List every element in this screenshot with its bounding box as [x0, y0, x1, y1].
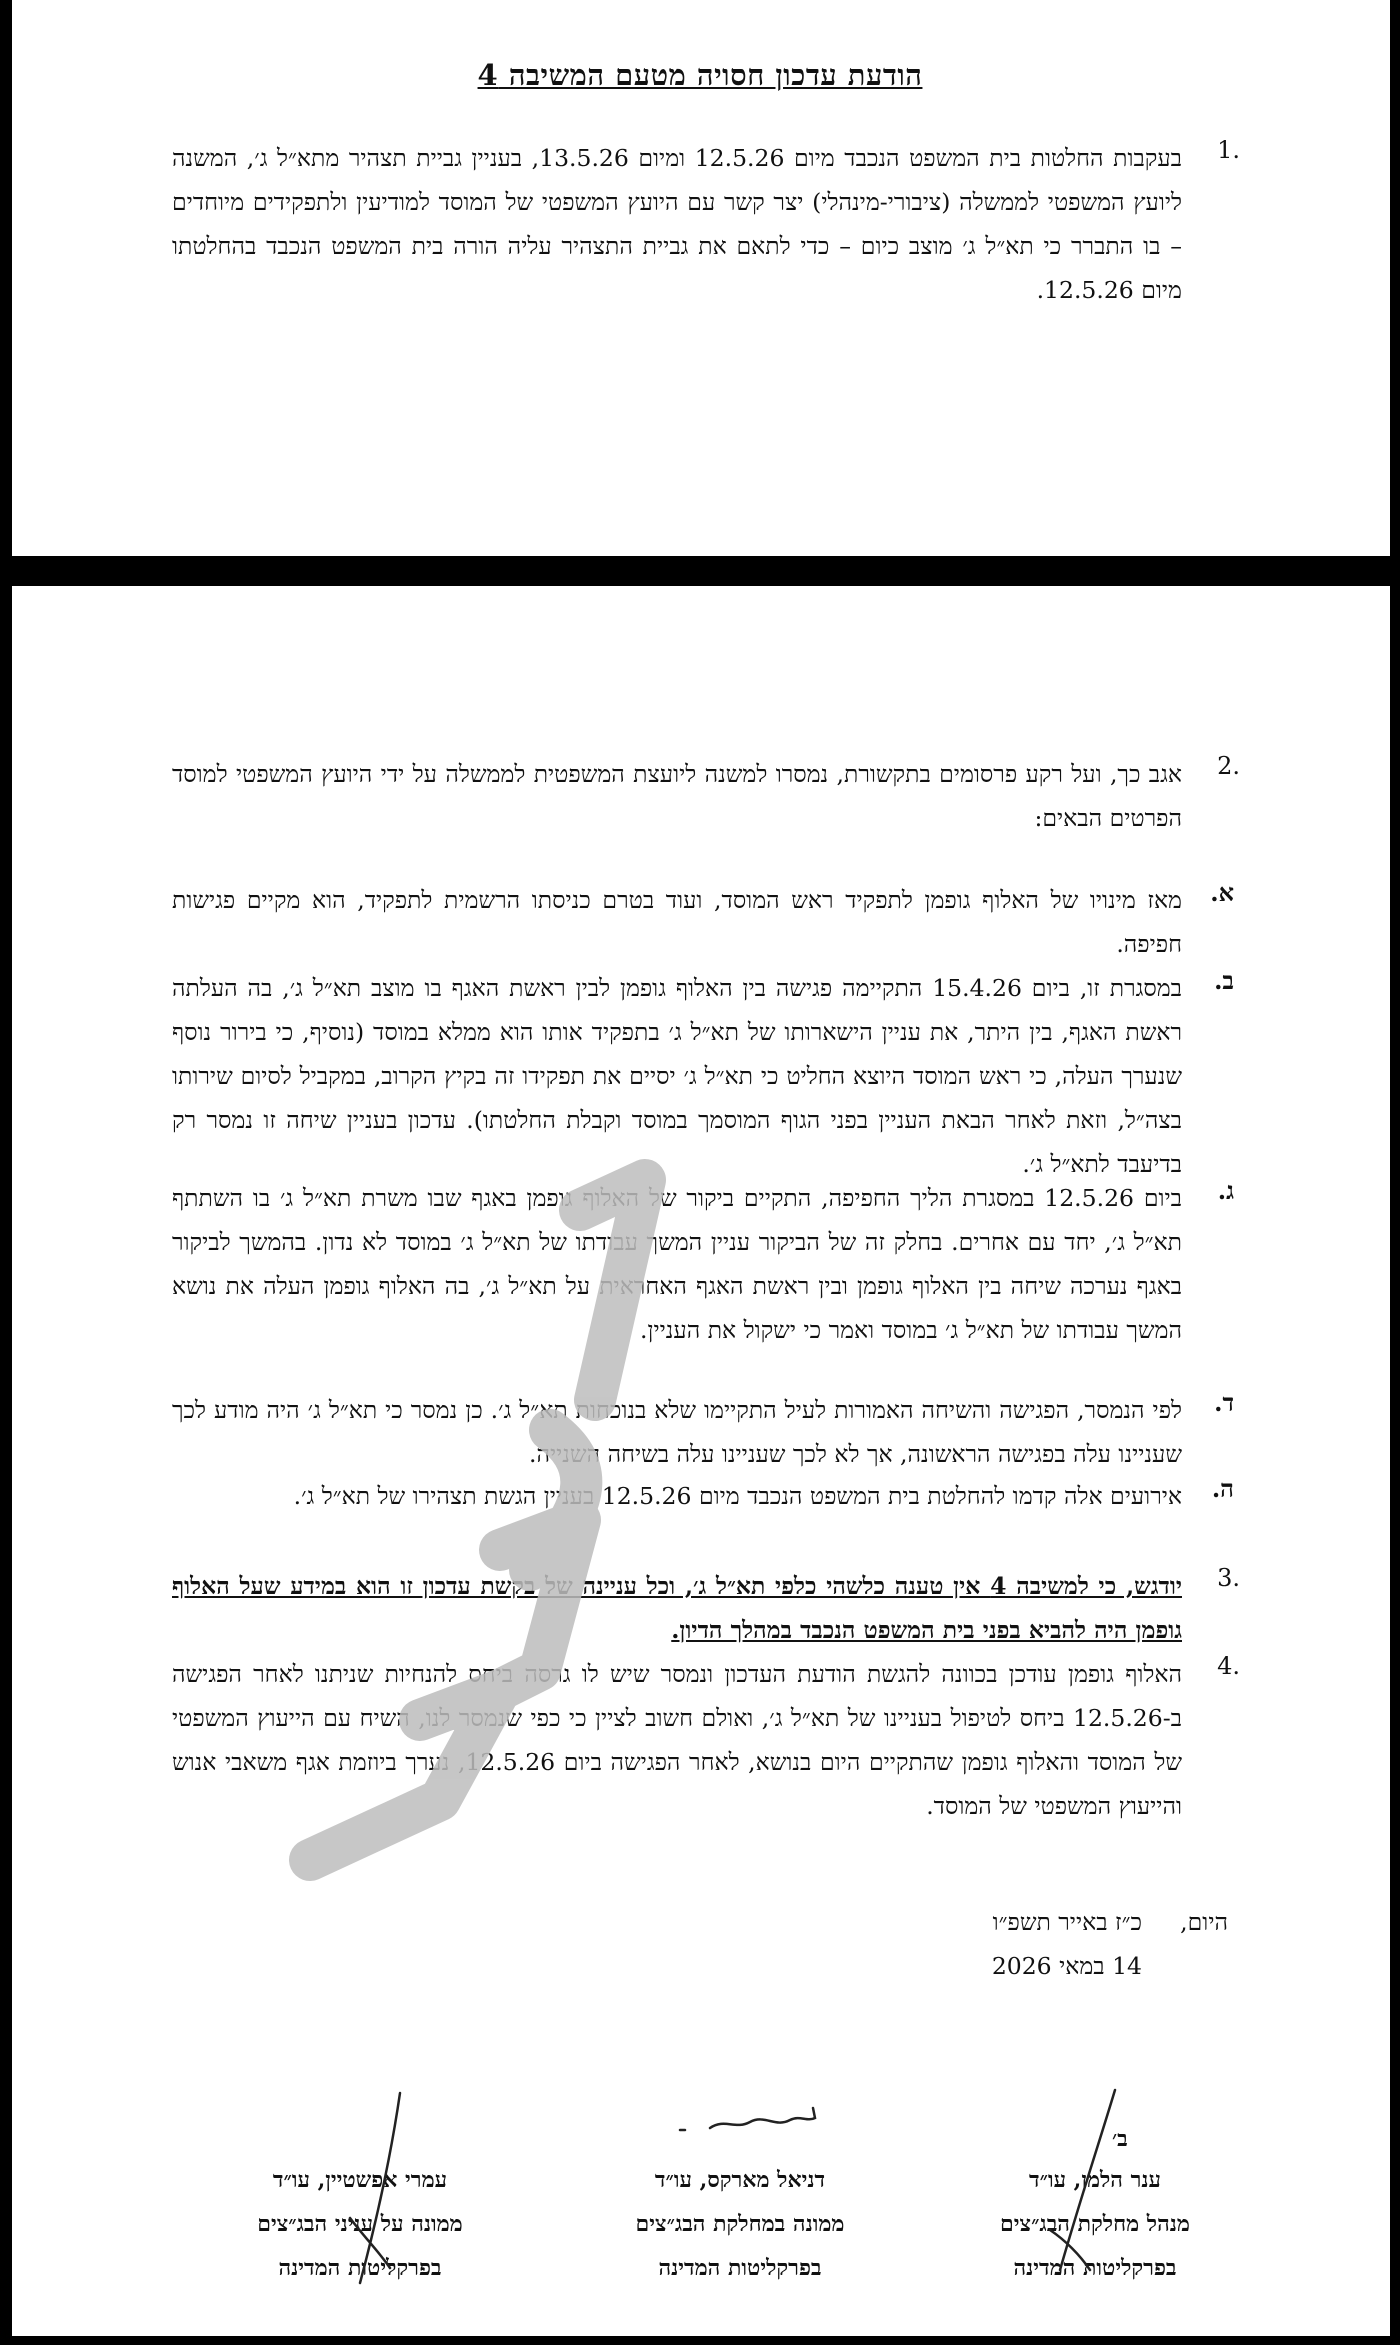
subitem-b: [172, 966, 1234, 1186]
handwritten-signature-2: [675, 2100, 825, 2140]
subitem-text: לפי הנמסר, הפגישה והשיחה האמורות לעיל התקיימו שלא בנוכחות תא״ל ג׳. כן נמסר כי תא״ל ג׳ היה מודע לכך שעניינו עלה בפגישה הראשונה, אך לא לכך שעניינו עלה בשיחה השנייה.: [172, 1396, 1182, 1468]
paragraph-4: [172, 1652, 1240, 1828]
paragraph-number: .4: [1217, 1652, 1240, 1680]
signature-helman: [945, 2158, 1245, 2290]
signatory-office: בפרקליטות המדינה: [658, 2255, 822, 2281]
signatory-role: ממונה על עניני הבג״צים: [257, 2211, 463, 2237]
paragraph-text: האלוף גופמן עודכן בכוונה להגשת הודעת העדכון ונמסר שיש לו גרסה ביחס להנחיות שניתנו לאחר הפגישה ב-12.5.26 ביחס לטיפול בעניינו של תא״ל ג׳, ואולם חשוב לציין כי כפי שנמסר לנו, השיח עם הייעוץ המשפטי של המוסד והאלוף גופמן שהתקיים היום בנושא, לאחר הפגישה ביום 12.5.26, נערך ביוזמת אגף משאבי אנוש והייעוץ המשפטי של המוסד.: [172, 1660, 1182, 1820]
date-label: היום,: [1180, 1908, 1228, 1936]
subitem-c: [172, 1176, 1234, 1352]
signature-prefix: ב׳: [1112, 2126, 1128, 2152]
subitem-text: במסגרת זו, ביום 15.4.26 התקיימה פגישה בין האלוף גופמן לבין ראשת האגף בו מוצב תא״ל ג׳, בה העלתה ראשת האגף, בין היתר, את עניין הישארותו של תא״ל ג׳ בתפקיד אותו הוא ממלא במוסד (נוסיף, כי בירור נוסף שנערך העלה, כי ראש המוסד היוצא החליט כי תא״ל ג׳ יסיים את תפקידו זה בקיץ הקרוב, במקביל לסיום שירותו בצה״ל, וזאת לאחר הבאת העניין בפני הגוף המוסמך במוסד וקבלת החלטתו). עדכון בעניין שיחה זו נמסר רק בדיעבד לתא״ל ג׳.: [172, 974, 1182, 1178]
paragraph-3: [172, 1564, 1240, 1652]
subitem-letter: ד.: [1214, 1388, 1234, 1417]
subitem-letter: ב.: [1214, 966, 1234, 995]
subitem-d: [172, 1388, 1234, 1476]
paragraph-number: .3: [1217, 1564, 1240, 1592]
signature-epstein: [210, 2158, 510, 2290]
subitem-letter: א.: [1210, 878, 1234, 907]
paragraph-2: [172, 752, 1240, 840]
subitem-a: [172, 878, 1234, 966]
signature-marx: [590, 2158, 890, 2290]
subitem-text: ביום 12.5.26 במסגרת הליך החפיפה, התקיים ביקור של האלוף גופמן באגף שבו משרת תא״ל ג׳ בו השתתף תא״ל ג׳, יחד עם אחרים. בחלק זה של הביקור עניין המשך עבודתו של תא״ל ג׳ במוסד לא נדון. בהמשך לביקור באגף נערכה שיחה בין האלוף גופמן ובין ראשת האגף האחראית על תא״ל ג׳, בה האלוף גופמן העלה את נושא המשך עבודתו של תא״ל ג׳ במוסד ואמר כי ישקול את העניין.: [172, 1184, 1182, 1344]
signatory-role: מנהל מחלקת הבג״צים: [1000, 2211, 1190, 2237]
subitem-text: מאז מינויו של האלוף גופמן לתפקיד ראש המוסד, ועוד בטרם כניסתו הרשמית לתפקיד, הוא מקיים פגישות חפיפה.: [172, 886, 1182, 958]
subitem-letter: ה.: [1211, 1474, 1234, 1503]
paragraph-text: יודגש, כי למשיבה 4 אין טענה כלשהי כלפי תא״ל ג׳, וכל עניינה של בקשת עדכון זו הוא במידע שעל האלוף גופמן היה להביא בפני בית המשפט הנכבד במהלך הדיון.: [172, 1572, 1182, 1644]
paragraph-1: [172, 136, 1240, 312]
gregorian-date: 14 במאי 2026: [991, 1952, 1142, 1980]
signatures-block: [0, 2158, 1400, 2308]
right-border: [1390, 0, 1400, 2345]
left-border: [0, 0, 12, 2345]
paragraph-number: .2: [1217, 752, 1240, 780]
paragraph-text: בעקבות החלטות בית המשפט הנכבד מיום 12.5.26 ומיום 13.5.26, בעניין גביית תצהיר מתא״ל ג׳, המשנה ליועץ המשפטי לממשלה (ציבורי-מינהלי) יצר קשר עם היועץ המשפטי של המוסד למודיעין ולתפקידים מיוחדים – בו התברר כי תא״ל ג׳ מוצב כיום – כדי לתאם את גביית התצהיר עליה הורה בית המשפט הנכבד בהחלטתו מיום 12.5.26.: [172, 144, 1182, 304]
paragraph-text: אגב כך, ועל רקע פרסומים בתקשורת, נמסרו למשנה ליועצת המשפטית לממשלה על ידי היועץ המשפטי למוסד הפרטים הבאים:: [172, 760, 1182, 832]
subitem-e: [172, 1474, 1234, 1518]
paragraph-number: .1: [1217, 136, 1240, 164]
signatory-office: בפרקליטות המדינה: [278, 2255, 442, 2281]
document-title: הודעת עדכון חסויה מטעם המשיבה 4: [477, 58, 923, 92]
signatory-role: ממונה במחלקת הבג״צים: [635, 2211, 845, 2237]
signatory-name: עמרי אפשטיין, עו״ד: [272, 2167, 448, 2193]
signatory-name: דניאל מארקס, עו״ד: [654, 2167, 826, 2193]
subitem-text: אירועים אלה קדמו להחלטת בית המשפט הנכבד מיום 12.5.26 בעניין הגשת תצהירו של תא״ל ג׳.: [293, 1482, 1182, 1510]
page-divider: [0, 556, 1400, 586]
bottom-border: [0, 2336, 1400, 2345]
hebrew-date: כ״ז באייר תשפ״ו: [992, 1908, 1142, 1936]
signatory-office: בפרקליטות המדינה: [1013, 2255, 1177, 2281]
signatory-name: ענר הלמן, עו״ד: [1029, 2167, 1161, 2193]
subitem-letter: ג.: [1217, 1176, 1234, 1205]
